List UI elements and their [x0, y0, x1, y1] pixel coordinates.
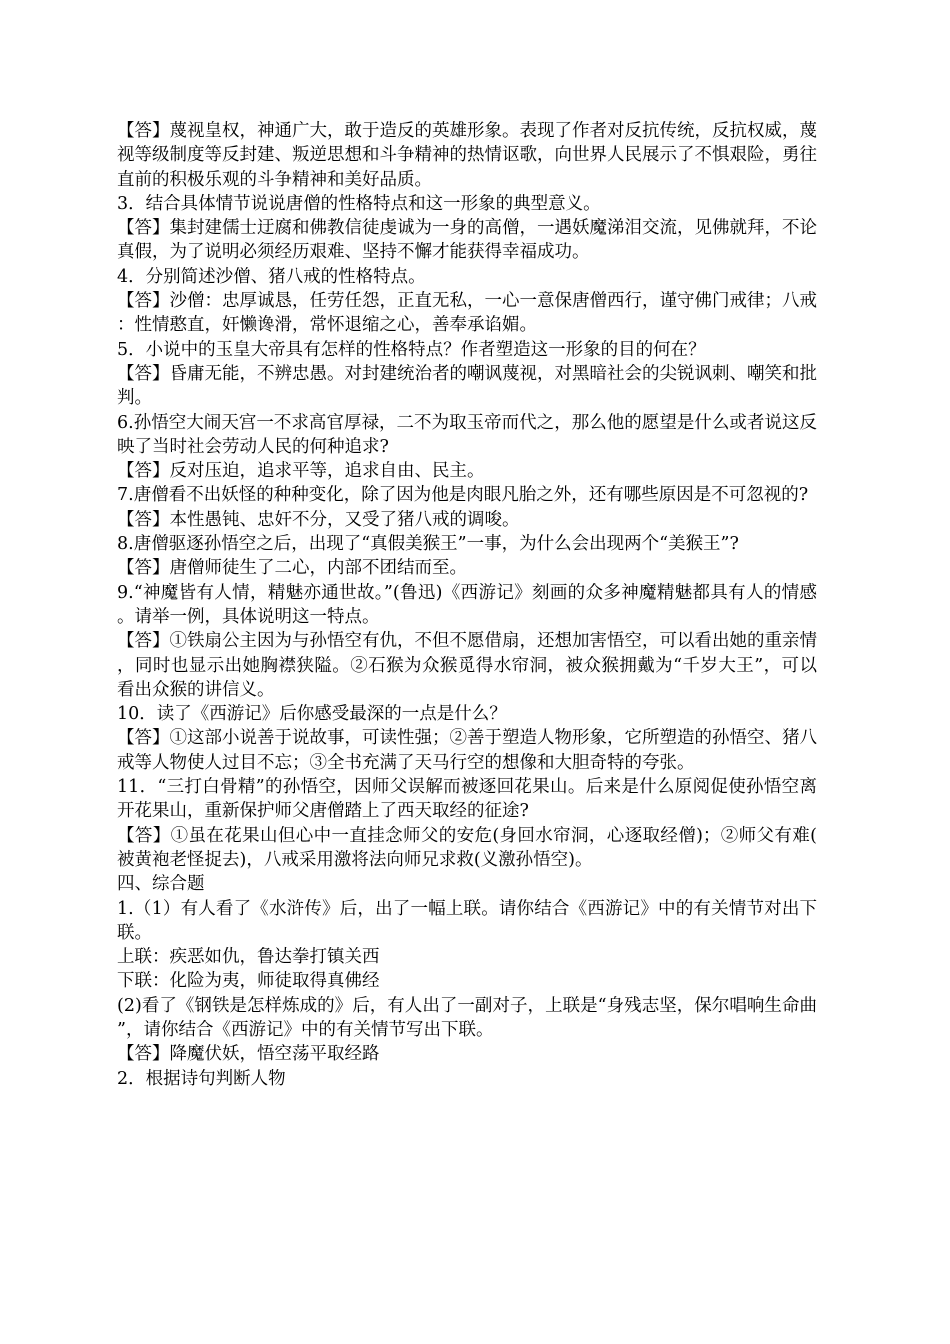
answer-paragraph: 【答】①这部小说善于说故事，可读性强；②善于塑造人物形象，它所塑造的孙悟空、猪八戒等人物使人过目不忘；③全书充满了天马行空的想像和大胆奇特的夸张。: [117, 728, 817, 773]
answer-paragraph: 【答】反对压迫，追求平等，追求自由、民主。: [117, 461, 485, 482]
question-paragraph: 6.孙悟空大闹天宫一不求高官厚禄，二不为取玉帝而代之，那么他的愿望是什么或者说这反映了当时社会劳动人民的何种追求?: [117, 412, 817, 457]
question-paragraph: 4．分别简述沙僧、猪八戒的性格特点。: [117, 266, 426, 287]
answer-paragraph: 【答】唐僧师徒生了二心，内部不团结而至。: [117, 558, 467, 579]
answer-paragraph: 【答】本性愚钝、忠奸不分，又受了猪八戒的调唆。: [117, 509, 520, 530]
answer-paragraph: 【答】集封建儒士迂腐和佛教信徒虔诚为一身的高僧，一遇妖魔涕泪交流，见佛就拜，不论真假，为了说明必须经历艰难、坚持不懈才能获得幸福成功。: [117, 218, 817, 263]
question-paragraph: 8.唐僧驱逐孙悟空之后，出现了“真假美猴王”一事，为什么会出现两个“美猴王”?: [117, 534, 739, 555]
answer-paragraph: 【答】①虽在花果山但心中一直挂念师父的安危(身回水帘洞，心逐取经僧)；②师父有难(被黄袍老怪捉去)，八戒采用激将法向师兄求救(义激孙悟空)。: [117, 825, 817, 870]
answer-paragraph: 【答】沙僧：忠厚诚恳，任劳任怨，正直无私，一心一意保唐僧西行，谨守佛门戒律；八戒：性情憨直，奸懒谗滑，常怀退缩之心，善奉承谄媚。: [117, 291, 817, 336]
question-paragraph: 9.“神魔皆有人情，精魅亦通世故。”(鲁迅)《西游记》刻画的众多神魔精魅都具有人的情感。请举一例，具体说明这一特点。: [117, 582, 817, 627]
question-paragraph: 2．根据诗句判断人物: [117, 1068, 286, 1089]
question-paragraph: 3．结合具体情节说说唐僧的性格特点和这一形象的典型意义。: [117, 193, 601, 214]
couplet-lower-line: 下联：化险为夷，师徒取得真佛经: [117, 971, 380, 992]
couplet-upper-line: 上联：疾恶如仇，鲁达拳打镇关西: [117, 947, 380, 968]
answer-paragraph: 【答】昏庸无能，不辨忠愚。对封建统治者的嘲讽蔑视，对黑暗社会的尖锐讽刺、嘲笑和批判。: [117, 363, 817, 409]
question-paragraph: 5．小说中的玉皇大帝具有怎样的性格特点？作者塑造这一形象的目的何在？: [117, 339, 706, 360]
answer-paragraph: 【答】降魔伏妖，悟空荡平取经路: [117, 1044, 380, 1065]
section-heading: 四、综合题: [117, 874, 205, 895]
document-body: [117, 119, 817, 1091]
question-paragraph: 7.唐僧看不出妖怪的种种变化，除了因为他是肉眼凡胎之外，还有哪些原因是不可忽视的?: [117, 485, 809, 506]
answer-paragraph: 【答】蔑视皇权，神通广大，敢于造反的英雄形象。表现了作者对反抗传统，反抗权威，蔑视等级制度等反封建、叛逆思想和斗争精神的热情讴歌，向世界人民展示了不惧艰险，勇往直前的积极乐观的斗争精神和美好品质。: [117, 121, 817, 190]
question-paragraph: (2)看了《钢铁是怎样炼成的》后，有人出了一副对子，上联是“身残志坚，保尔唱响生命曲”，请你结合《西游记》中的有关情节写出下联。: [117, 995, 817, 1040]
question-paragraph: 10．读了《西游记》后你感受最深的一点是什么？: [117, 704, 507, 725]
question-paragraph: 1.（1）有人看了《水浒传》后，出了一幅上联。请你结合《西游记》中的有关情节对出下联。: [117, 898, 817, 943]
answer-paragraph: 【答】①铁扇公主因为与孙悟空有仇，不但不愿借扇，还想加害悟空，可以看出她的重亲情，同时也显示出她胸襟狭隘。②石猴为众猴觅得水帘洞，被众猴拥戴为“千岁大王”，可以看出众猴的讲信义。: [117, 631, 817, 700]
question-paragraph: 11．“三打白骨精”的孙悟空，因师父误解而被逐回花果山。后来是什么原阅促使孙悟空离开花果山，重新保护师父唐僧踏上了西天取经的征途?: [117, 777, 817, 822]
